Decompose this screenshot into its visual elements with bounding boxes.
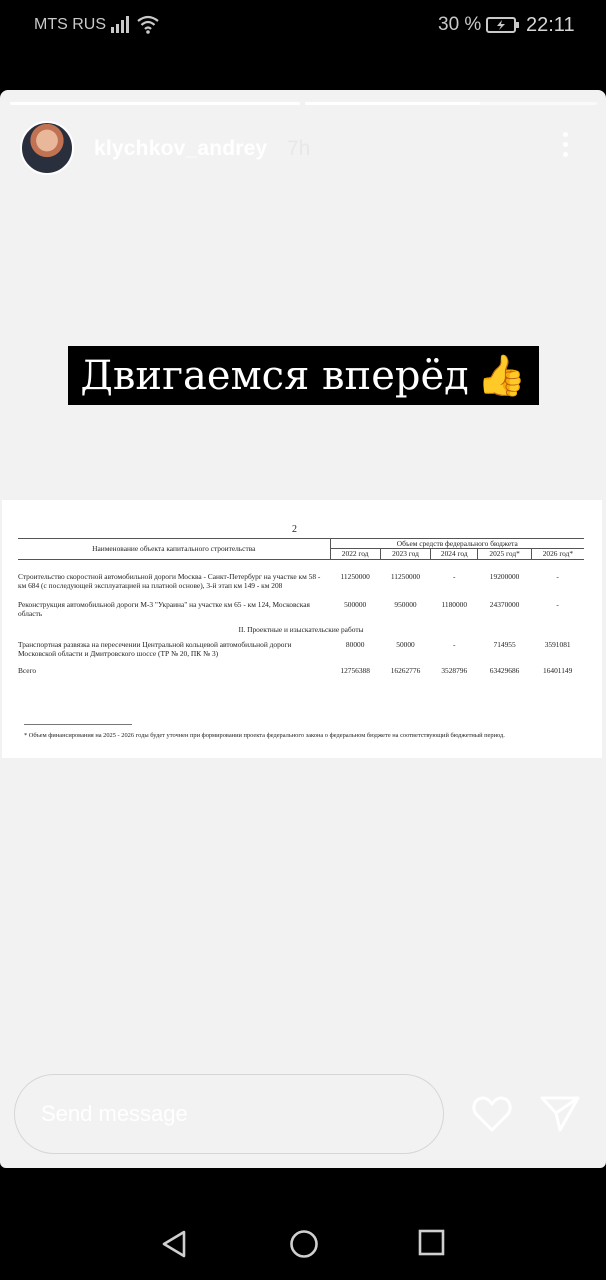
section-title: II. Проектные и изыскательские работы — [238, 624, 364, 634]
story-time: 7h — [287, 137, 311, 160]
cell-value: 3591081 — [544, 639, 571, 649]
cell-value: 1180000 — [441, 600, 468, 609]
cell-value: 50000 — [396, 639, 415, 649]
heart-icon[interactable] — [471, 1094, 513, 1134]
row-name: Всего — [18, 666, 37, 676]
cell-value: - — [556, 571, 559, 581]
story-caption — [68, 346, 539, 405]
cell-value: 12756388 — [340, 666, 370, 676]
recent-square-icon[interactable] — [418, 1229, 446, 1257]
cell-value: 63429686 — [489, 666, 520, 676]
budget-group-header: Объем средств федерального бюджета — [330, 539, 584, 549]
cell-value: 11250000 — [390, 571, 421, 581]
battery-charging-icon — [486, 16, 520, 34]
cell-value: 24370000 — [489, 600, 520, 609]
cell-value: 19200000 — [489, 571, 520, 581]
more-vertical-icon[interactable] — [558, 132, 572, 164]
battery-percent: 30 % — [438, 14, 482, 35]
cell-value: 80000 — [345, 639, 365, 649]
cell-value: 500000 — [344, 600, 367, 609]
doc-page-number: 2 — [292, 524, 297, 535]
cell-value: 16401149 — [543, 666, 573, 676]
table-row — [18, 640, 584, 659]
thumbs-up-icon: 👍 — [476, 353, 527, 399]
total-row — [18, 658, 584, 675]
username[interactable]: klychkov_andrey — [94, 137, 268, 160]
cell-value: 11250000 — [340, 571, 370, 581]
year-header: 2026 год* — [531, 549, 584, 559]
row-name: Транспортная развязка на пересечении Центральной кольцевой автомобильной дороги Московской области и Дмитровского шоссе (ТР № 20, ПК № 3) — [18, 639, 292, 658]
footnote: * Объем финансирования на 2025 - 2026 годы будет уточнен при формировании проекта федерального закона о федеральном бюджете на соответствующий бюджетный период. — [24, 732, 505, 739]
carrier-name: MTS RUS — [34, 16, 106, 33]
caption-text: Двигаемся вперёд — [80, 352, 469, 399]
year-header: 2023 год — [380, 549, 430, 559]
table-row — [18, 590, 584, 619]
signal-icon — [110, 14, 132, 34]
cell-value: - — [453, 571, 456, 581]
table-row — [18, 559, 584, 590]
cell-value: 714955 — [493, 639, 516, 649]
cell-value: - — [453, 639, 456, 649]
story-viewer[interactable] — [0, 90, 606, 1168]
cell-value: 950000 — [394, 600, 417, 609]
message-input[interactable] — [15, 1075, 443, 1153]
clock: 22:11 — [526, 14, 575, 36]
year-header: 2024 год — [431, 549, 478, 559]
row-name: Строительство скоростной автомобильной дороги Москва - Санкт-Петербург на участке км 58 - км 684 (с последующей эксплуатацией на платной основе), 3-й этап км 149 - км 208 — [18, 571, 321, 590]
name-column-header: Наименование объекта капитального строительства — [18, 539, 330, 560]
row-name: Реконструкция автомобильной дороги М-3 "Украина" на участке км 65 - км 124, Московская область — [18, 600, 310, 619]
send-message-field[interactable] — [14, 1074, 444, 1154]
section-title-row — [18, 619, 584, 640]
send-icon[interactable] — [540, 1094, 580, 1134]
avatar[interactable] — [20, 121, 74, 175]
document-image — [2, 500, 602, 758]
cell-value: - — [556, 600, 559, 609]
footnote-divider — [24, 724, 132, 725]
year-header: 2022 год — [330, 549, 380, 559]
status-bar — [0, 0, 606, 52]
cell-value: 16262776 — [390, 666, 421, 676]
back-triangle-icon[interactable] — [160, 1229, 188, 1259]
cell-value: 3528796 — [441, 666, 468, 676]
wifi-icon — [136, 14, 160, 34]
year-header: 2025 год* — [478, 549, 531, 559]
story-progress-1 — [10, 102, 300, 105]
budget-table — [18, 538, 584, 676]
system-nav-bar — [0, 1168, 606, 1280]
home-circle-icon[interactable] — [289, 1229, 319, 1259]
story-progress-2 — [305, 102, 597, 105]
